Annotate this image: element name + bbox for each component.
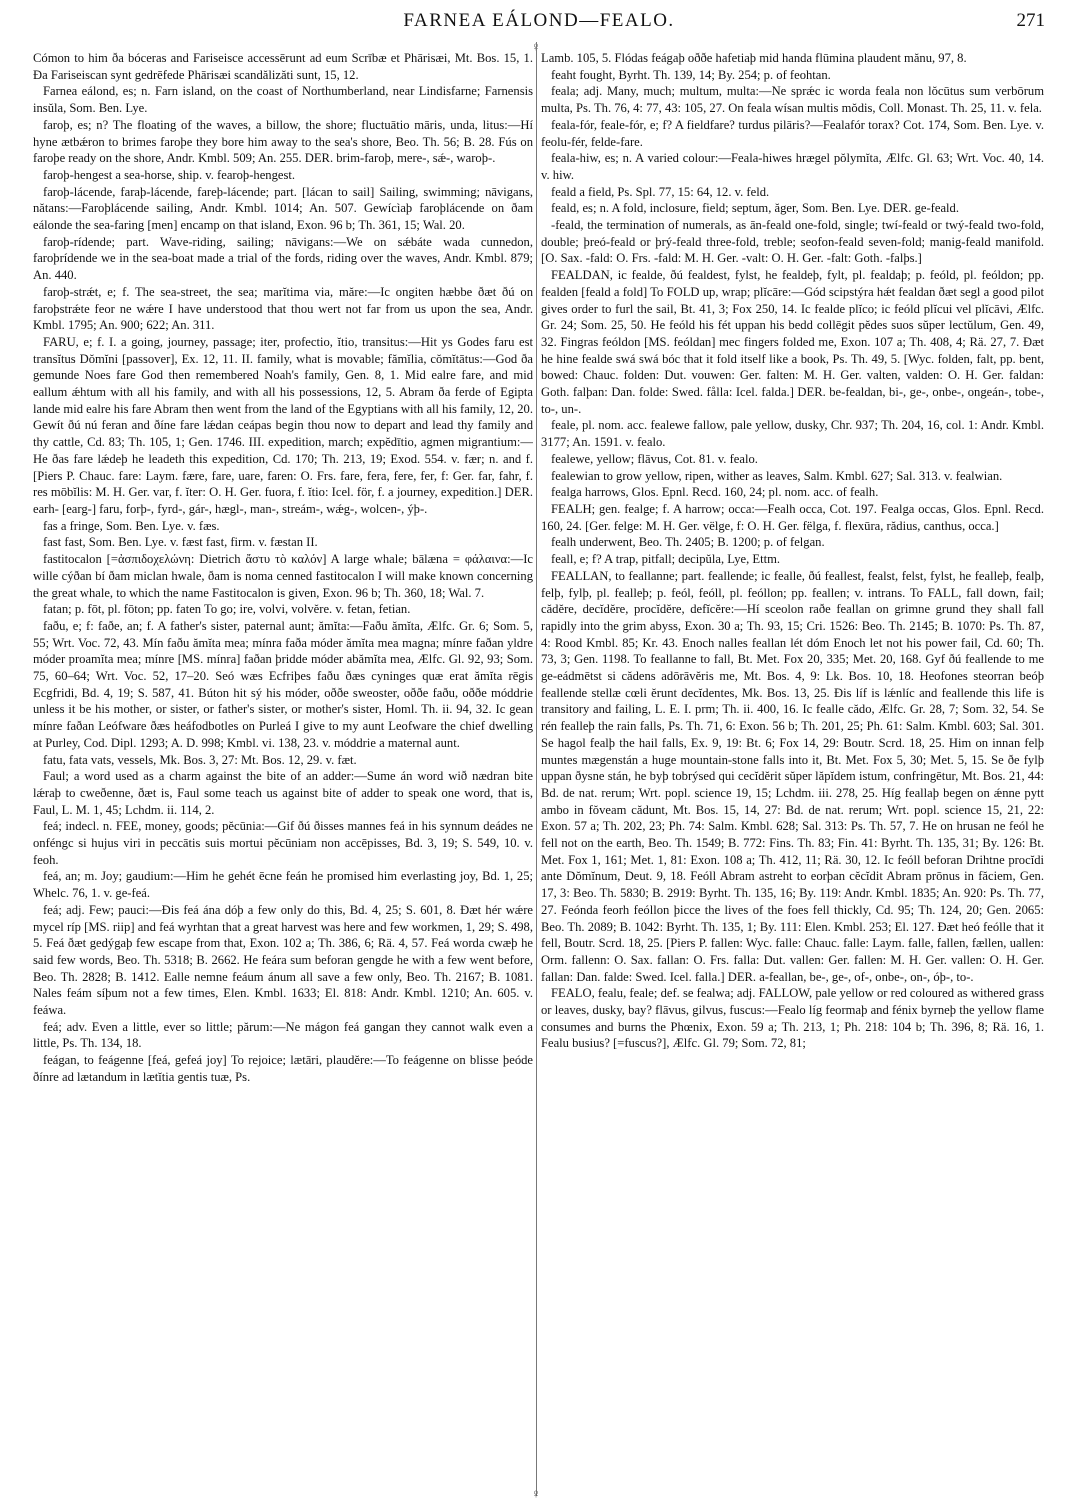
- dictionary-entry: feala-hiw, es; n. A varied colour:—Feala-hiwes hrægel pŏlymĭta, Ælfc. Gl. 63; Wrt. Voc. 40, 14. v. hiw.: [541, 151, 1044, 182]
- dictionary-entry: feaht fought, Byrht. Th. 139, 14; By. 254; p. of feohtan.: [551, 67, 831, 82]
- dictionary-entry: feá; adj. Few; pauci:—Ðis feá ána dóþ a few only do this, Bd. 4, 25; S. 601, 8. Ðæt hér wǽre mycel ríp [MS. riip] and feá wyrhtan that a great harvest was here and few workmen, 1, 29; S. 498, 5. Feá ðæt gedýgaþ few escape from that, Exon. 102 a; Th. 386, 6; Rä. 4, 57. Feá worda cwæþ he said few words, Beo. Th. 5318; B. 2662. He feára sum beforan gengde he with a few went before, Beo. Th. 2828; B. 1412. Ealle nemne feáum ánum all save a few only, Beo. Th. 2167; B. 1081. Nales feám síþum not a few times, Elen. Kmbl. 1633; El. 818: Andr. Kmbl. 1210; An. 605. v. feáwa.: [33, 902, 533, 1018]
- dictionary-entry: FEALO, fealu, feale; def. se fealwa; adj. FALLOW, pale yellow or red coloured as withered grass or leaves, dusky, bay? flāvus, gilvus, fuscus:—Fealo líg feormaþ and fénix byrneþ the yellow flame consumes and burns the Phœnix, Exon. 59 a; Th. 213, 1; Ph. 218: 104 b; Th. 396, 8; Rä. 16, 1. Fealu busius? [=fuscus?], Ælfc. Gl. 79; Som. 72, 81;: [541, 986, 1044, 1051]
- dictionary-entry: Cómon to him ða bóceras and Fariseisce accessērunt ad eum Scrībæ et Phārisæi, Mt. Bos. 15, 1. Ða Fariseiscan synt gedrēfede Phārisæi scandălizăti sunt, 15, 12.: [33, 51, 533, 82]
- dictionary-entry: feala; adj. Many, much; multum, multa:—Ne sprǽc ic worda feala non lŏcūtus sum verbōrum multa, Ps. Th. 76, 4: 77, 43: 105, 27. On feala wísan multis mŏdis, Coll. Monast. Th. 25, 11. v. fela.: [541, 84, 1044, 116]
- dictionary-entry: fealh underwent, Beo. Th. 2405; B. 1200; p. of felgan.: [551, 535, 825, 550]
- page-number: 271: [1016, 10, 1045, 31]
- dictionary-entry: faroþ-hengest a sea-horse, ship. v. fearoþ-hengest.: [43, 167, 296, 182]
- dictionary-entry: feald, es; n. A fold, inclosure, field; septum, ăger, Som. Ben. Lye. DER. ge-feald.: [551, 201, 959, 216]
- dictionary-entry: fas a fringe, Som. Ben. Lye. v. fæs.: [43, 518, 220, 533]
- dictionary-entry: Faul; a word used as a charm against the bite of an adder:—Sume án word wið nædran bite lǽraþ to cweðenne, ðæt is, Faul some teach us against bite of adder to speak one word, that is, Faul, L. M. 1, 45; Lchdm. ii. 114, 2.: [33, 769, 533, 817]
- dictionary-entry: FEALH; gen. fealge; f. A harrow; occa:—Fealh occa, Cot. 197. Fealga occas, Glos. Epnl. Recd. 160, 24. [Ger. felge: M. H. Ger. vëlge, f: O. H. Ger. fëlga, f. flexūra, rădius, canthus, occa.]: [541, 501, 1044, 533]
- column-divider: [536, 42, 537, 1496]
- dictionary-entry: feald a field, Ps. Spl. 77, 15: 64, 12. v. feld.: [551, 184, 770, 199]
- dictionary-entry: feá; adv. Even a little, ever so little; părum:—Ne mágon feá gangan they cannot walk even a little, Ps. Th. 134, 18.: [33, 1019, 533, 1051]
- dictionary-entry: faroþ, es; n? The floating of the waves, a billow, the shore; fluctuātio māris, unda, litus:—Hí hyne ætbǽron to brimes faroþe they bore him away to the sea's shore, Beo. Th. 56; B. 28. Fús on faroþe ready on the shore, Andr. Kmbl. 509; An. 255. DER. brim-faroþ, mere-, sǽ-, waroþ-.: [33, 117, 533, 166]
- running-head: FARNEA EÁLOND—FEALO.: [403, 10, 675, 31]
- dictionary-entry: feágan, to feágenne [feá, gefeá joy] To rejoice; lætāri, plaudĕre:—To feágenne on blisse þeóde ðínre ad lætandum in lætĭtia gentis tuæ, Ps.: [33, 1053, 533, 1084]
- dictionary-entry: fealewian to grow yellow, ripen, wither as leaves, Salm. Kmbl. 627; Sal. 313. v. fealwian.: [551, 468, 1003, 483]
- dictionary-entry: fealewe, yellow; flāvus, Cot. 81. v. fealo.: [551, 451, 758, 466]
- dictionary-entry: fast fast, Som. Ben. Lye. v. fæst fast, firm. v. fæstan II.: [43, 535, 318, 550]
- dictionary-entry: -feald, the termination of numerals, as ān-feald one-fold, single; twí-feald or twý-feald two-fold, double; þreó-feald or þrý-feald three-fold, treble; seofon-feald seven-fold; manig-feald manifold. [O. Sax. -fald: O. Frs. -fald: M. H. Ger. -valt: O. H. Ger. -falt: Goth. -falþs.]: [541, 218, 1044, 266]
- dictionary-entry: FEALDAN, ic fealde, ðú fealdest, fylst, he fealdeþ, fylt, pl. fealdaþ; p. feóld, pl. feóldon; pp. fealden [feald a fold] To FOLD up, wrap; plĭcāre:—Gód scipstýra hǽt fealdan ðæt segl a good pilot gives order to furl the sail, Bt. 41, 3; Fox 250, 14. Ic fealde plĭco; ic feóld plĭcui vel plĭcāvi, Ælfc. Gr. 24; Som. 25, 50. He feóld his fét uppan his bedd collēgit pĕdes suos sŭper lectŭlum, Gen. 49, 32. Fingras feóldon [MS. feóldan] mec fingers folded me, Exon. 107 a; Th. 408, 4; Rä. 27, 7. Ðæt he hine fealde swá swá bóc that it fold itself like a book, Ps. Th. 49, 5. [Wyc. folden, falt, pp. bent, bowed: Chauc. folden: Dut. vouwen: Ger. falten: M. H. Ger. valten, valden: O. H. Ger. faldan: Goth. falþan: Dan. folde: Swed. fålla: Icel. falda.] DER. be-fealdan, bi-, ge-, onbe-, ongeán-, tobe-, to-, un-.: [541, 268, 1044, 416]
- dictionary-entry: feá, an; m. Joy; gaudium:—Him he gehét ēcne feán he promised him everlasting joy, Bd. 1, 25; Whelc. 76, 1. v. ge-feá.: [33, 869, 533, 901]
- dictionary-entry: feá; indecl. n. FEE, money, goods; pĕcūnia:—Gif ðú ðisses mannes feá in his synnum deádes ne onféngc si hujus viri in peccātis suis mortui pĕcūniam non accēpisses, Bd. 3, 19; S. 549, 10. v. feoh.: [33, 819, 533, 867]
- dictionary-entry: fealga harrows, Glos. Epnl. Recd. 160, 24; pl. nom. acc. of fealh.: [551, 485, 879, 500]
- dictionary-entry: fatan; p. fōt, pl. fōton; pp. faten To go; ire, volvi, volvĕre. v. fetan, fetian.: [43, 602, 411, 617]
- dictionary-entry: faðu, e; f: faðe, an; f. A father's sister, paternal aunt; ămĭta:—Faðu ămĭta, Ælfc. Gr. 6; Som. 5, 55; Wrt. Voc. 72, 43. Mín faðu ămĭta mea; mínra faða móder ămĭta mea magna; mínre faðan yldre móder proamĭta mea; mínre [MS. mínra] faðan þridde móder abămĭta mea, Ælfc. Gl. 92, 93; Som. 75, 60–64; Wrt. Voc. 52, 17–20. Seó wæs Ecfriþes faðu ðæs cyninges quæ erat ămĭta rēgis Ecgfridi, Bd. 4, 19; S. 587, 41. Búton hit sý his móder, oððe sweoster, oððe faðu, oððe móddrie unless it be his mother, or sister, or father's sister, or mother's sister, Homl. Th. ii. 94, 32. Ic gean mínre faðan Leófware ðæs heáfodbotles on Purleá I give to my aunt Leofware the chief dwelling at Purley, Cod. Dipl. 1293; A. D. 998; Kmbl. vi. 138, 23. v. móddrie a maternal aunt.: [33, 618, 533, 750]
- left-column: [33, 50, 533, 1494]
- dictionary-entry: feala-fór, feale-fór, e; f? A fieldfare? turdus pilāris?—Fealafór torax? Cot. 174, Som. Ben. Lye. v. feolu-fér, felde-fare.: [541, 117, 1044, 149]
- dictionary-entry: FARU, e; f. I. a going, journey, passage; iter, profectio, ĭtio, transitus:—Hit ys Godes faru est transĭtus Dŏmĭni [passover], Ex. 12, 11. II. family, what is movable; fămĭlia, cŏmĭtātus:—God ða gemunde Noes fare God then remembered Noah's family, Gen. 8, 1. Mid ealre fare, and mid eallum ǽhtum with all his family, and with all his possessions, 12, 5. Abram ða ferde of Egipta lande mid ealre his fare Abram then went from the land of the Egyptians with all his family, 12, 20. Gewít ðú nú feran and ðíne fare lǽdan ceápas begin thou now to depart and lead thy family and thy cattle, Cd. 83; Th. 105, 1; Gen. 1746. III. expedition, march; expĕdītio, agmen migrantium:—He ðas fare lǽdeþ he leadeth this expedition, Cd. 170; Th. 213, 19; Exod. 554. v. fær; n. and f. [Piers P. Chauc. fare: Laym. fære, fare, uare, faren: O. Frs. fare, fera, fere, fer, f: Ger. far, fahr, f. res mōbĭlis: M. H. Ger. var, f. ĭter: O. H. Ger. fuora, f. ĭtio: Icel. för, f. a journey, expedition.] DER. earh- [earg-] faru, forþ-, fyrd-, gár-, hægl-, man-, streám-, wǽg-, wolcen-, ýþ-.: [33, 334, 533, 516]
- dictionary-entry: FEALLAN, to feallanne; part. feallende; ic fealle, ðú feallest, fealst, felst, fylst, he fealleþ, fealþ, felþ, fylþ, pl. fealleþ; p. feól, feóll, pl. feóllon; pp. feallen; v. intrans. To FALL, fall down, fail; cădĕre, decĭdĕre, procĭdĕre, defĭcĕre:—Hí sceolon raðe feallan on grimne grund they shall fall rapidly into the grim abyss, Exon. 30 a; Th. 93, 15; Cri. 1526: Beo. Th. 2145; B. 1070: Ps. Th. 87, 4: Rood Kmbl. 85; Kr. 43. Enoch nalles feallan lét dóm Enoch let not his power fail, Cd. 60; Th. 73, 3; Gen. 1198. To feallanne to fall, Bt. Met. Fox 20, 335; Met. 20, 168. Gyf ðú feallende to me ge-eádmētst si cădens adōrāvĕris me, Mt. Bos. 4, 9: Lk. Bos. 10, 18. Heofones steorran beóþ feallende stellæ cœli ĕrunt decĭdentes, Mk. Bos. 13, 25. Ðis líf is lǽnlíc and feallende this life is transitory and failing, L. E. I. prm; Th. ii. 400, 16. Ic fealle cădo, Ælfc. Gr. 28, 7; Som. 32, 54. Se rén fealleþ the rain falls, Ps. Th. 71, 6: Exon. 56 b; Th. 201, 25; Ph. 61: Salm. Kmbl. 603; Sal. 301. Se hagol fealþ the hail falls, Ex. 9, 19: Bt. 6; Fox 14, 29: Boutr. Scrd. 18, 25. Him on innan felþ muntes mægenstán a huge mountain-stone falls into it, Bt. Met. Fox 5, 30; Met. 5, 15. Se ðe fylþ uppan ðysne stán, he byþ tobrýsed qui cecĭdĕrit sŭper lăpĭdem istum, confringētur, Mt. Bos. 21, 44: Bd. de nat. rerum; Wrt. popl. science 19, 15; Lchdm. iii. 278, 25. Híg feallaþ begen on ǽnne pytt ambo in fŏveam cădunt, Mt. Bos. 15, 14, 27: Bd. de nat. rerum; Wrt. popl. science 15, 21, 22: Exon. 57 a; Th. 202, 23; Ph. 74: Salm. Kmbl. 628; Sal. 313: Ps. Th. 57, 7. He on hrusan ne feól he fell not on the earth, Beo. Th. 1549; B. 772: Fins. Th. 83; Fin. 41: Byrht. Th. 135, 31; By. 126: Bt. Met. Fox 1, 161; Met. 1, 81: Exon. 108 a; Th. 412, 11; Rä. 30, 12. Ic feóll beforan Drihtne procĭdi ante Dŏmĭnum, Deut. 9, 18. Feóll Abram astreht to eorþan cĕcĭdit Abram prōnus in făciem, Gen. 17, 3: Beo. Th. 5830; B. 2919: Byrht. Th. 135, 16; By. 119: Andr. Kmbl. 1835; An. 920: Ps. Th. 77, 27. Feónda feorh feóllon þicce the lives of the foes fell thickly, Cd. 95; Th. 124, 20; Gen. 2065: Beo. Th. 2089; B. 1042: Byrht. Th. 135, 1; By. 111: Elen. Kmbl. 253; El. 127. Ðæt heó feólle that it fell, Boutr. Scrd. 18, 25. [Piers P. fallen: Wyc. falle: Chauc. falle: Laym. falle, fallen, fællen, uallen: Orm. fallenn: O. Sax. fallan: O. Frs. falla: Dut. vallen: Ger. fallen: M. H. Ger. vallen: O. H. Ger. fallan: Dan. falde: Swed. Icel. falla.] DER. a-feallan, be-, ge-, of-, onbe-, on-, óþ-, to-.: [541, 568, 1044, 984]
- dictionary-entry: feall, e; f? A trap, pitfall; decipŭla, Lye, Ettm.: [551, 552, 781, 567]
- page-header: [33, 8, 1045, 34]
- dictionary-entry: faroþ-rídende; part. Wave-riding, sailing; nāvigans:—We on sǽbáte wada cunnedon, faroþrídende we in the sea-boat made a trial of the fords, riding over the waves, Andr. Kmbl. 879; An. 440.: [33, 234, 533, 283]
- right-column: [541, 50, 1044, 1494]
- dictionary-entry: fastitocalon [=ἀσπιδοχελώνη: Dietrich ἄστυ τὸ καλόν] A large whale; bālæna = φάλαινα:—Ic wille cýðan bí ðam miclan hwale, ðam is noma cenned fastitocalon I will make known concerning the great whale, to which the name Fastitocalon is given, Exon. 96 b; Th. 360, 18; Wal. 7.: [33, 552, 533, 600]
- dictionary-entry: feale, pl. nom. acc. fealewe fallow, pale yellow, dusky, Chr. 937; Th. 204, 16, col. 1: Andr. Kmbl. 3177; An. 1591. v. fealo.: [541, 418, 1044, 450]
- dictionary-entry: Farnea eálond, es; n. Farn island, on the coast of Northumberland, near Lindisfarne; Farnensis insŭla, Som. Ben. Lye.: [33, 84, 533, 116]
- dictionary-entry: faroþ-strǽt, e; f. The sea-street, the sea; marĭtima via, măre:—Ic ongiten hæbbe ðæt ðú on faroþstrǽte feor ne wǽre I have understood that thou wert not far from us upon the sea, Andr. Kmbl. 1795; An. 900; 622; An. 311.: [33, 284, 533, 333]
- column-divider-bottom-ornament: ♀: [531, 1486, 541, 1501]
- dictionary-entry: Lamb. 105, 5. Flódas feágaþ oððe hafetiaþ mid handa flūmina plaudent mănu, 97, 8.: [541, 51, 967, 65]
- dictionary-entry: fatu, fata vats, vessels, Mk. Bos. 3, 27: Mt. Bos. 12, 29. v. fæt.: [43, 752, 357, 767]
- dictionary-entry: faroþ-lácende, faraþ-lácende, fareþ-lácende; part. [lácan to sail] Sailing, swimming; nāvigans, nătans:—Faroþlácende sailing, Andr. Kmbl. 1014; An. 507. Gewícìaþ faroþlácende on ðam eálonde the sea-faring [men] encamp on that island, Exon. 96 b; Th. 361, 15; Wal. 20.: [33, 184, 533, 233]
- column-divider-top-ornament: ♀: [531, 39, 541, 54]
